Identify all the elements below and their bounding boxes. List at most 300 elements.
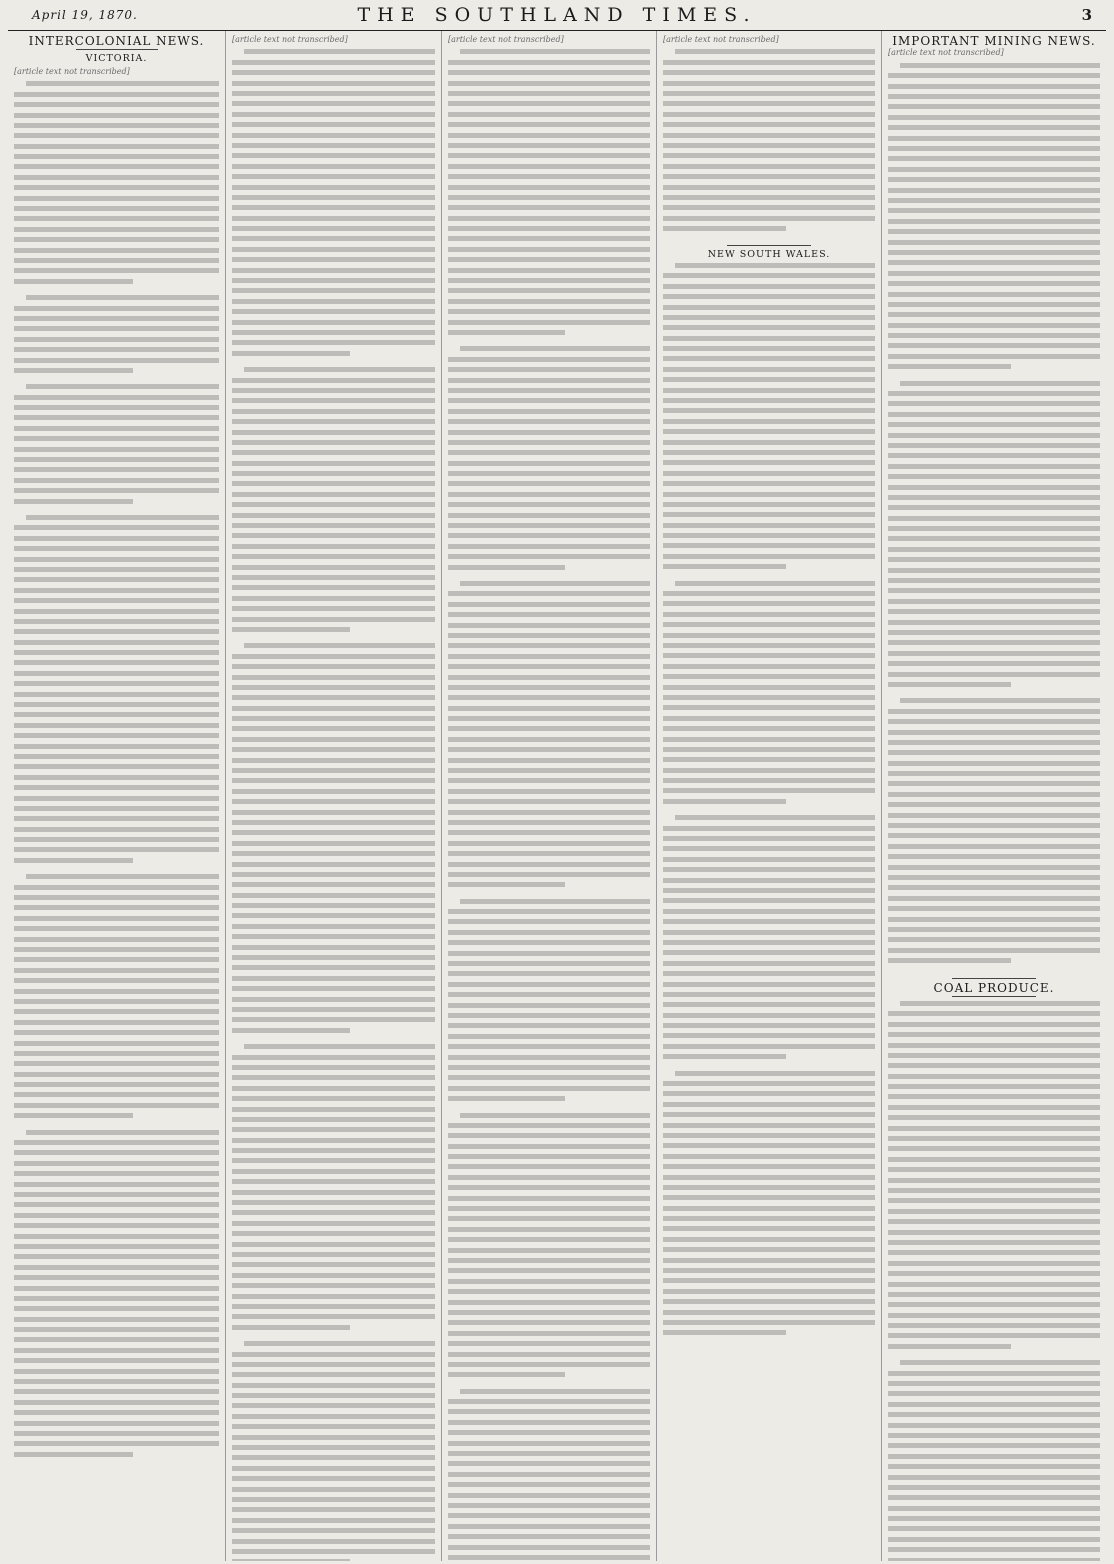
text-line: [663, 1206, 875, 1211]
text-line: [14, 671, 219, 676]
text-line: [14, 316, 219, 321]
text-line: [448, 951, 650, 956]
text-line: [448, 1352, 650, 1357]
text-line: [26, 295, 219, 300]
text-line: [14, 405, 219, 410]
text-line: [448, 961, 650, 966]
text-line: [232, 976, 435, 981]
text-line: [448, 1493, 650, 1498]
text-line: [448, 143, 650, 148]
text-line: [448, 1185, 650, 1190]
text-line: [14, 598, 219, 603]
article-paragraph: [14, 384, 219, 515]
text-line: [663, 398, 875, 403]
text-line: [448, 778, 650, 783]
text-line: [663, 164, 875, 169]
text-line: [26, 515, 219, 520]
text-line: [448, 1310, 650, 1315]
text-line: [14, 216, 219, 221]
text-line: [448, 1133, 650, 1138]
text-line: [448, 654, 650, 659]
text-line: [663, 554, 875, 559]
text-line: [14, 650, 219, 655]
text-line: [888, 1105, 1100, 1110]
text-line: [232, 1200, 435, 1205]
text-line: [663, 622, 875, 627]
text-line: [888, 281, 1100, 286]
text-line: [232, 1414, 435, 1419]
text-line: [663, 336, 875, 341]
text-line: [663, 1033, 875, 1038]
text-line: [888, 474, 1100, 479]
text-line: [14, 1358, 219, 1363]
text-line: [888, 1464, 1100, 1469]
text-line: [14, 609, 219, 614]
text-line: [14, 1431, 219, 1436]
text-line: [448, 706, 650, 711]
text-line: [888, 1423, 1100, 1428]
text-line: [888, 1433, 1100, 1438]
text-line: [14, 248, 219, 253]
text-line: [232, 226, 435, 231]
text-line: [232, 1476, 435, 1481]
text-line: [663, 1023, 875, 1028]
text-line: [14, 499, 133, 504]
text-line: [14, 567, 219, 572]
text-line: [232, 851, 435, 856]
text-line: [888, 640, 1100, 645]
text-line: [14, 1103, 219, 1108]
text-line: [888, 875, 1100, 880]
text-line: [888, 1537, 1100, 1542]
text-line: [900, 1360, 1100, 1365]
text-line: [232, 278, 435, 283]
text-line: [448, 133, 650, 138]
section-heading: IMPORTANT MINING NEWS.: [892, 34, 1096, 48]
text-line: [448, 675, 650, 680]
text-line: [888, 682, 1011, 687]
text-line: [232, 737, 435, 742]
text-line: [663, 826, 875, 831]
text-line: [448, 1320, 650, 1325]
text-line: [14, 1223, 219, 1228]
column-3: [442, 31, 657, 1561]
text-line: [232, 1304, 435, 1309]
text-line: [244, 49, 435, 54]
text-line: [888, 1219, 1100, 1224]
text-line: [888, 813, 1100, 818]
text-line: [663, 419, 875, 424]
section-heading: INTERCOLONIAL NEWS.: [28, 34, 205, 48]
text-line: [232, 627, 350, 632]
article-paragraph: [888, 381, 1100, 699]
text-line: [663, 143, 875, 148]
text-line: [232, 81, 435, 86]
text-line: [232, 122, 435, 127]
text-line: [448, 1534, 650, 1539]
text-line: [448, 554, 650, 559]
text-line: [232, 268, 435, 273]
text-line: [14, 681, 219, 686]
text-line: [14, 133, 219, 138]
text-line: [448, 1096, 565, 1101]
text-line: [888, 73, 1100, 78]
text-line: [232, 606, 435, 611]
text-line: [448, 1399, 650, 1404]
text-line: [888, 917, 1100, 922]
text-line: [663, 747, 875, 752]
article-paragraph: [14, 295, 219, 384]
text-line: [663, 273, 875, 278]
text-line: [232, 1065, 435, 1070]
text-line: [14, 1171, 219, 1176]
text-line: [448, 882, 565, 887]
text-line: [448, 533, 650, 538]
text-line: [448, 419, 650, 424]
text-line: [14, 546, 219, 551]
text-line: [888, 948, 1100, 953]
article-paragraph: [14, 1130, 219, 1469]
text-line: [448, 164, 650, 169]
text-line: [663, 768, 875, 773]
text-line: [232, 893, 435, 898]
text-line: [232, 502, 435, 507]
text-line: [888, 84, 1100, 89]
text-line: [448, 1420, 650, 1425]
text-line: [663, 695, 875, 700]
text-line: [14, 1369, 219, 1374]
text-line: [232, 1283, 435, 1288]
text-line: [663, 325, 875, 330]
text-line: [888, 464, 1100, 469]
text-line: [232, 60, 435, 65]
text-line: [448, 633, 650, 638]
text-line: [663, 898, 875, 903]
text-line: [888, 146, 1100, 151]
text-line: [14, 837, 219, 842]
text-line: [448, 1331, 650, 1336]
text-line: [448, 523, 650, 528]
text-line: [232, 997, 435, 1002]
text-line: [663, 1044, 875, 1049]
text-line: [663, 1112, 875, 1117]
text-line: [14, 368, 133, 373]
text-line: [14, 1061, 219, 1066]
text-line: [448, 247, 650, 252]
article-paragraph: [888, 698, 1100, 974]
text-line: [663, 1154, 875, 1159]
section-rule: [727, 245, 812, 246]
article-paragraph: [448, 49, 650, 346]
text-line: [26, 384, 219, 389]
text-line: [888, 1475, 1100, 1480]
text-line: [888, 412, 1100, 417]
text-line: [14, 858, 133, 863]
text-line: [14, 1092, 219, 1097]
text-line: [888, 260, 1100, 265]
text-line: [448, 174, 650, 179]
text-line: [888, 1371, 1100, 1376]
text-line: [232, 257, 435, 262]
text-line: [14, 1275, 219, 1280]
text-line: [14, 488, 219, 493]
text-line: [232, 554, 435, 559]
text-line: [888, 781, 1100, 786]
text-line: [26, 81, 219, 86]
text-line: [448, 1524, 650, 1529]
text-line: [14, 1389, 219, 1394]
text-line: [14, 1072, 219, 1077]
text-line: [232, 841, 435, 846]
text-line: [663, 778, 875, 783]
text-line: [232, 706, 435, 711]
text-line: [663, 664, 875, 669]
text-line: [888, 1032, 1100, 1037]
text-line: [663, 1175, 875, 1180]
text-line: [14, 640, 219, 645]
text-line: [448, 623, 650, 628]
untranscribed-text-note: [article text not transcribed]: [888, 48, 1004, 58]
text-line: [675, 49, 875, 54]
text-line: [888, 1485, 1100, 1490]
text-line: [14, 164, 219, 169]
text-line: [232, 419, 435, 424]
text-line: [232, 143, 435, 148]
text-line: [14, 1244, 219, 1249]
text-line: [232, 747, 435, 752]
text-line: [14, 467, 219, 472]
text-line: [663, 930, 875, 935]
text-line: [888, 1292, 1100, 1297]
column-container: [8, 31, 1106, 1561]
text-line: [14, 102, 219, 107]
text-line: [888, 229, 1100, 234]
text-line: [448, 1206, 650, 1211]
text-line: [448, 236, 650, 241]
text-line: [663, 1091, 875, 1096]
text-line: [14, 1140, 219, 1145]
text-line: [448, 440, 650, 445]
text-line: [232, 1445, 435, 1450]
text-line: [232, 236, 435, 241]
text-line: [900, 698, 1100, 703]
text-line: [14, 227, 219, 232]
newspaper-title: THE SOUTHLAND TIMES.: [357, 4, 757, 26]
article-paragraph: [14, 515, 219, 874]
text-line: [244, 1044, 435, 1049]
text-line: [888, 854, 1100, 859]
text-line: [448, 1013, 650, 1018]
text-line: [232, 299, 435, 304]
text-line: [888, 802, 1100, 807]
text-line: [663, 726, 875, 731]
text-line: [663, 294, 875, 299]
text-line: [663, 591, 875, 596]
text-line: [14, 557, 219, 562]
text-line: [448, 398, 650, 403]
text-line: [663, 564, 786, 569]
text-line: [14, 926, 219, 931]
text-line: [448, 257, 650, 262]
text-line: [14, 175, 219, 180]
text-line: [888, 1381, 1100, 1386]
text-line: [888, 1094, 1100, 1099]
text-line: [888, 1412, 1100, 1417]
text-line: [14, 775, 219, 780]
text-line: [888, 453, 1100, 458]
text-line: [448, 430, 650, 435]
text-line: [232, 288, 435, 293]
column-1: [8, 31, 226, 1561]
text-line: [232, 1017, 435, 1022]
text-line: [232, 461, 435, 466]
text-line: [232, 513, 435, 518]
text-line: [14, 660, 219, 665]
text-line: [888, 578, 1100, 583]
text-line: [14, 279, 133, 284]
text-line: [888, 1126, 1100, 1131]
text-line: [663, 653, 875, 658]
text-line: [448, 799, 650, 804]
text-line: [232, 1210, 435, 1215]
text-line: [232, 216, 435, 221]
text-line: [663, 502, 875, 507]
text-line: [663, 1216, 875, 1221]
text-line: [14, 1192, 219, 1197]
text-line: [448, 357, 650, 362]
text-line: [663, 1185, 875, 1190]
text-line: [232, 716, 435, 721]
text-line: [888, 1495, 1100, 1500]
text-line: [448, 1144, 650, 1149]
text-line: [232, 1559, 350, 1561]
text-line: [232, 91, 435, 96]
text-line: [448, 492, 650, 497]
text-line: [448, 1237, 650, 1242]
text-line: [448, 502, 650, 507]
text-line: [888, 505, 1100, 510]
text-line: [888, 1157, 1100, 1162]
text-line: [663, 284, 875, 289]
text-line: [448, 1503, 650, 1508]
text-line: [448, 1154, 650, 1159]
text-line: [232, 164, 435, 169]
text-line: [14, 1337, 219, 1342]
untranscribed-text-note: [article text not transcribed]: [232, 35, 348, 44]
text-line: [448, 1044, 650, 1049]
text-line: [888, 188, 1100, 193]
text-line: [888, 323, 1100, 328]
text-line: [448, 643, 650, 648]
text-line: [232, 1117, 435, 1122]
text-line: [888, 1516, 1100, 1521]
text-line: [14, 947, 219, 952]
text-line: [232, 492, 435, 497]
text-line: [232, 1190, 435, 1195]
text-line: [232, 409, 435, 414]
text-line: [232, 1424, 435, 1429]
text-line: [448, 268, 650, 273]
text-line: [663, 1143, 875, 1148]
text-line: [663, 1133, 875, 1138]
text-line: [14, 905, 219, 910]
text-line: [663, 205, 875, 210]
text-line: [232, 1487, 435, 1492]
text-line: [448, 60, 650, 65]
text-line: [888, 1053, 1100, 1058]
text-line: [663, 705, 875, 710]
text-line: [232, 789, 435, 794]
section-rule: [952, 996, 1037, 997]
text-line: [232, 1107, 435, 1112]
text-line: [448, 1164, 650, 1169]
text-line: [663, 1268, 875, 1273]
text-line: [448, 1268, 650, 1273]
article-paragraph: [448, 346, 650, 581]
text-line: [448, 1482, 650, 1487]
text-line: [888, 661, 1100, 666]
text-line: [460, 899, 650, 904]
text-line: [675, 815, 875, 820]
text-line: [448, 820, 650, 825]
text-line: [448, 288, 650, 293]
text-line: [448, 185, 650, 190]
text-line: [663, 846, 875, 851]
text-line: [663, 315, 875, 320]
column-5: [882, 31, 1106, 1561]
text-line: [888, 333, 1100, 338]
text-line: [448, 1451, 650, 1456]
text-line: [448, 992, 650, 997]
text-line: [663, 857, 875, 862]
text-line: [663, 737, 875, 742]
text-line: [232, 810, 435, 815]
text-line: [14, 1421, 219, 1426]
text-line: [888, 401, 1100, 406]
text-line: [232, 1055, 435, 1060]
text-line: [14, 1306, 219, 1311]
text-line: [663, 643, 875, 648]
text-line: [663, 982, 875, 987]
text-line: [888, 443, 1100, 448]
text-line: [663, 1278, 875, 1283]
text-line: [232, 913, 435, 918]
text-line: [888, 536, 1100, 541]
text-line: [448, 841, 650, 846]
text-line: [888, 1558, 1100, 1561]
text-line: [14, 1265, 219, 1270]
text-line: [14, 588, 219, 593]
article-paragraph: [232, 367, 435, 643]
text-line: [232, 1075, 435, 1080]
text-line: [232, 174, 435, 179]
text-line: [888, 672, 1100, 677]
text-line: [232, 544, 435, 549]
text-line: [888, 125, 1100, 130]
text-line: [232, 340, 435, 345]
text-line: [663, 153, 875, 158]
text-line: [888, 343, 1100, 348]
text-line: [232, 934, 435, 939]
text-line: [232, 1179, 435, 1184]
text-line: [14, 536, 219, 541]
article-paragraph: [448, 581, 650, 899]
text-line: [232, 1273, 435, 1278]
text-line: [232, 830, 435, 835]
text-line: [14, 258, 219, 263]
text-line: [663, 1002, 875, 1007]
text-line: [232, 778, 435, 783]
